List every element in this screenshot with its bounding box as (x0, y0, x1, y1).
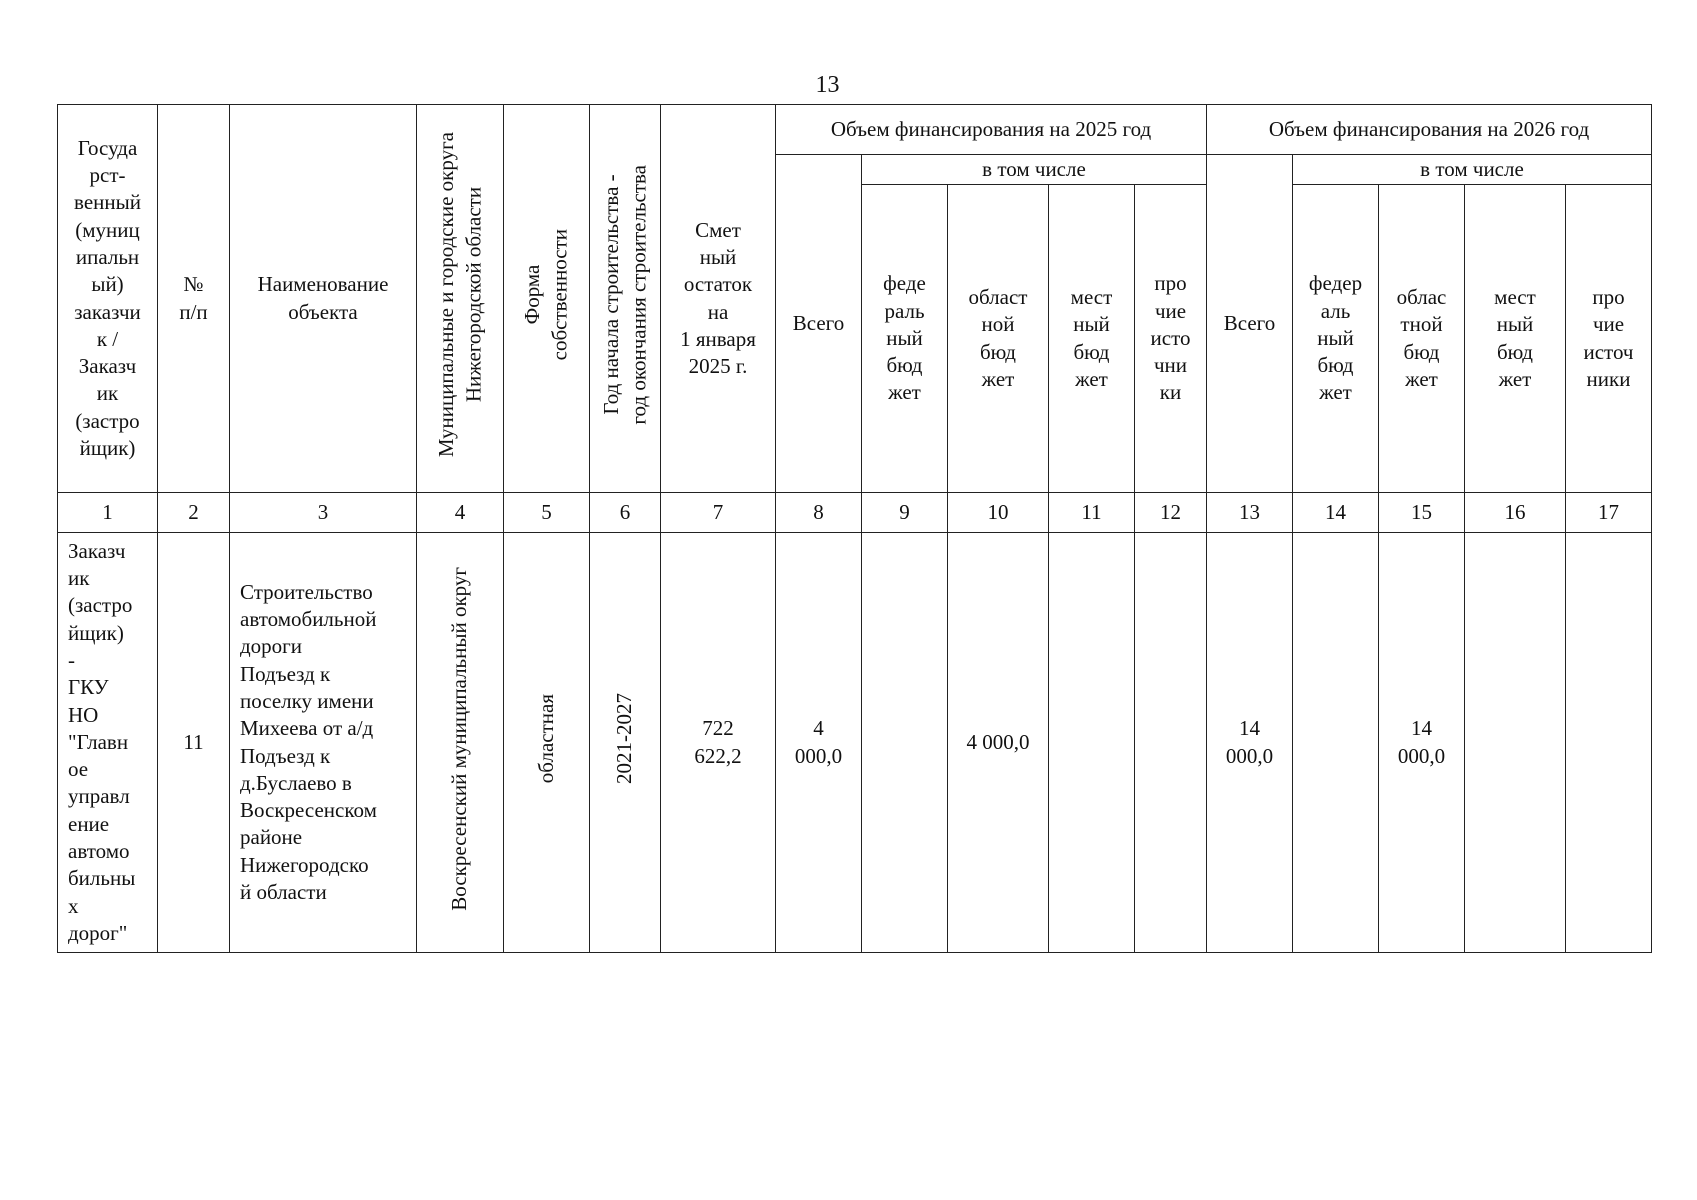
column-number: 9 (862, 493, 948, 533)
header-num: № п/п (158, 105, 230, 493)
header-object-name: Наименование объекта (230, 105, 417, 493)
column-number: 13 (1207, 493, 1293, 533)
column-number: 8 (776, 493, 862, 533)
financing-table (57, 104, 1652, 953)
header-municipality-cell (417, 105, 504, 493)
header-regional-2026: облас тной бюд жет (1379, 185, 1465, 493)
row-total-2025: 4 000,0 (776, 533, 862, 953)
header-federal-2025: феде раль ный бюд жет (862, 185, 948, 493)
column-number-row (58, 493, 1652, 533)
header-ownership: Форма собственности (520, 229, 572, 361)
row-num: 11 (158, 533, 230, 953)
row-federal-2026 (1293, 533, 1379, 953)
row-years: 2021-2027 (612, 693, 637, 785)
column-number: 17 (1566, 493, 1652, 533)
column-number: 12 (1135, 493, 1207, 533)
row-object-name: Строительство автомобильной дороги Подъезд к поселку имени Михеева от а/д Подъезд к д.Буслаево в Воскресенском районе Нижегородско й области (230, 533, 417, 953)
table-row (58, 533, 1652, 953)
row-ownership: областная (533, 694, 558, 784)
header-other-2025: про чие исто чни ки (1135, 185, 1207, 493)
row-years-cell (590, 533, 661, 953)
header-customer: Госуда рст- венный (муниц ипальн ый) заказчи к / Заказч ик (застро йщик) (58, 105, 158, 493)
column-number: 3 (230, 493, 417, 533)
column-number: 14 (1293, 493, 1379, 533)
header-row-1 (58, 105, 1652, 155)
header-regional-2025: област ной бюд жет (948, 185, 1049, 493)
header-other-2026: про чие источ ники (1566, 185, 1652, 493)
column-number: 16 (1465, 493, 1566, 533)
header-including-2025: в том числе (862, 155, 1207, 185)
row-regional-2026: 14 000,0 (1379, 533, 1465, 953)
row-local-2025 (1049, 533, 1135, 953)
header-including-2026: в том числе (1293, 155, 1652, 185)
row-other-2025 (1135, 533, 1207, 953)
row-customer: Заказч ик (застро йщик) - ГКУ НО "Главн ое управл ение автомо бильны х дорог" (58, 533, 158, 953)
header-years: Год начала строительства - год окончания строительства (598, 165, 650, 425)
header-fin-2026: Объем финансирования на 2026 год (1207, 105, 1652, 155)
header-municipality: Муниципальные и городские округа Нижегородской области (433, 132, 485, 458)
row-local-2026 (1465, 533, 1566, 953)
row-other-2026 (1566, 533, 1652, 953)
column-number: 5 (504, 493, 590, 533)
column-number: 2 (158, 493, 230, 533)
row-ownership-cell (504, 533, 590, 953)
column-number: 15 (1379, 493, 1465, 533)
header-local-2026: мест ный бюд жет (1465, 185, 1566, 493)
header-total-2025: Всего (776, 155, 862, 493)
row-total-2026: 14 000,0 (1207, 533, 1293, 953)
column-number: 1 (58, 493, 158, 533)
header-ownership-cell (504, 105, 590, 493)
row-regional-2025: 4 000,0 (948, 533, 1049, 953)
row-federal-2025 (862, 533, 948, 953)
column-number: 10 (948, 493, 1049, 533)
row-estimate: 722 622,2 (661, 533, 776, 953)
header-fin-2025: Объем финансирования на 2025 год (776, 105, 1207, 155)
header-years-cell (590, 105, 661, 493)
header-local-2025: мест ный бюд жет (1049, 185, 1135, 493)
row-municipality-cell (417, 533, 504, 953)
header-estimate: Смет ный остаток на 1 января 2025 г. (661, 105, 776, 493)
row-municipality: Воскресенский муниципальный округ (447, 567, 472, 911)
column-number: 11 (1049, 493, 1135, 533)
column-number: 4 (417, 493, 504, 533)
page-number: 13 (815, 72, 840, 98)
column-number: 6 (590, 493, 661, 533)
header-total-2026: Всего (1207, 155, 1293, 493)
header-federal-2026: федер аль ный бюд жет (1293, 185, 1379, 493)
column-number: 7 (661, 493, 776, 533)
